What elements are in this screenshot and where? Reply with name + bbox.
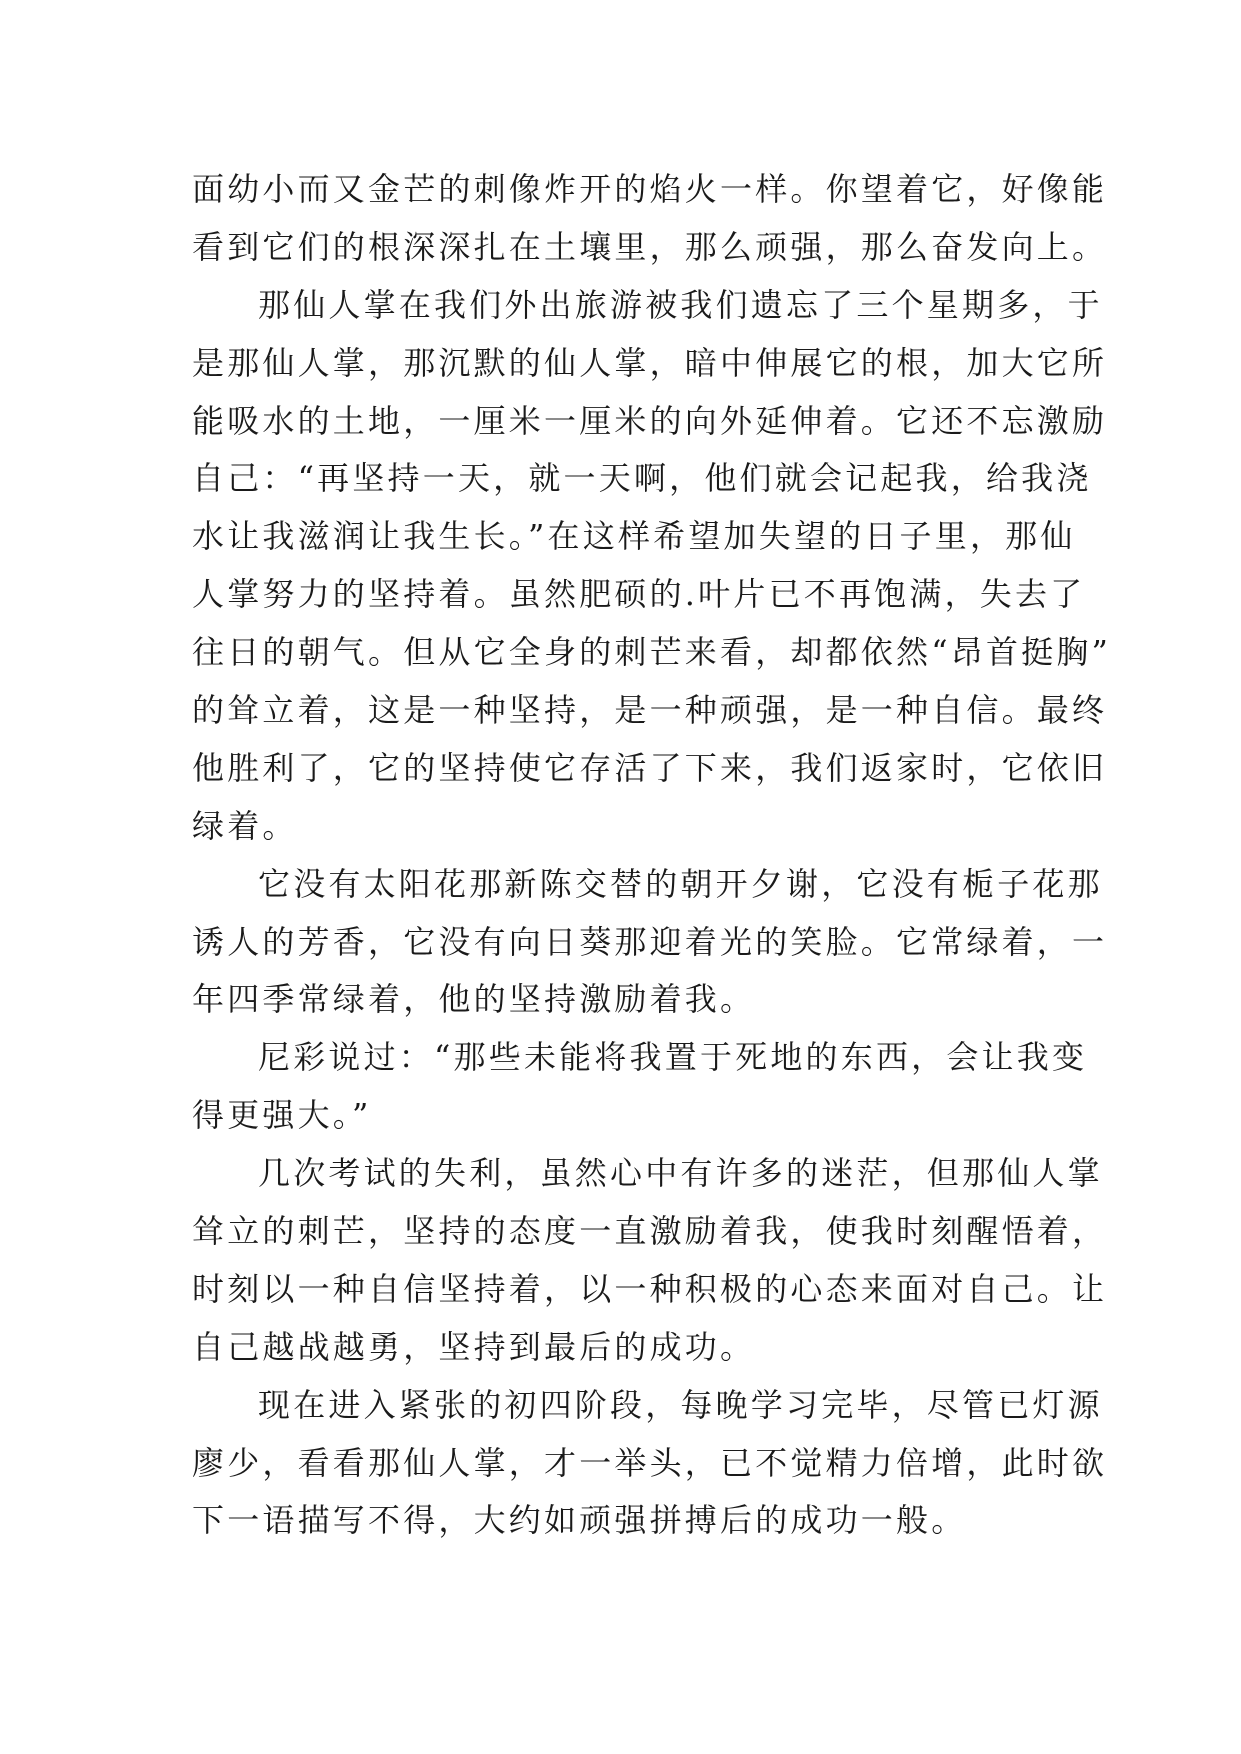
text-line: 绿着。 xyxy=(192,806,298,845)
paragraph-first-line: 尼彩说过：“那些未能将我置于死地的东西，会让我变 xyxy=(258,1038,1088,1077)
text-line: 水让我滋润让我生长。”在这样希望加失望的日子里，那仙 xyxy=(192,517,1076,556)
text-line: 他胜利了，它的坚持使它存活了下来，我们返家时，它依旧 xyxy=(192,748,1108,787)
text-line: 时刻以一种自信坚持着，以一种积极的心态来面对自己。让 xyxy=(192,1269,1108,1308)
text-line: 得更强大。” xyxy=(192,1096,372,1135)
text-line: 年四季常绿着，他的坚持激励着我。 xyxy=(192,980,756,1019)
text-line: 人掌努力的坚持着。虽然肥硕的.叶片已不再饱满，失去了 xyxy=(192,575,1086,614)
document-body xyxy=(192,161,1112,1550)
text-line: 诱人的芳香，它没有向日葵那迎着光的笑脸。它常绿着，一 xyxy=(192,922,1108,961)
paragraph-first-line: 几次考试的失利，虽然心中有许多的迷茫，但那仙人掌 xyxy=(258,1154,1103,1193)
text-line: 看到它们的根深深扎在土壤里，那么顽强，那么奋发向上。 xyxy=(192,227,1108,266)
text-line: 下一语描写不得，大约如顽强拼搏后的成功一般。 xyxy=(192,1501,967,1540)
paragraph-first-line: 现在进入紧张的初四阶段，每晚学习完毕，尽管已灯源 xyxy=(258,1385,1103,1424)
text-line: 廖少，看看那仙人掌，才一举头，已不觉精力倍增，此时欲 xyxy=(192,1443,1108,1482)
text-line: 往日的朝气。但从它全身的刺芒来看，却都依然“昂首挺胸” xyxy=(192,633,1112,672)
text-line: 自己越战越勇，坚持到最后的成功。 xyxy=(192,1327,756,1366)
text-line: 耸立的刺芒，坚持的态度一直激励着我，使我时刻醒悟着， xyxy=(192,1212,1108,1251)
text-line: 是那仙人掌，那沉默的仙人掌，暗中伸展它的根，加大它所 xyxy=(192,343,1108,382)
text-line: 自己：“再坚持一天，就一天啊，他们就会记起我，给我浇 xyxy=(192,459,1092,498)
paragraph-first-line: 它没有太阳花那新陈交替的朝开夕谢，它没有栀子花那 xyxy=(258,864,1103,903)
paragraph-first-line: 那仙人掌在我们外出旅游被我们遗忘了三个星期多，于 xyxy=(258,285,1103,324)
text-line: 的耸立着，这是一种坚持，是一种顽强，是一种自信。最终 xyxy=(192,691,1108,730)
text-line: 能吸水的土地，一厘米一厘米的向外延伸着。它还不忘激励 xyxy=(192,401,1108,440)
text-line: 面幼小而又金芒的刺像炸开的焰火一样。你望着它，好像能 xyxy=(192,170,1108,208)
